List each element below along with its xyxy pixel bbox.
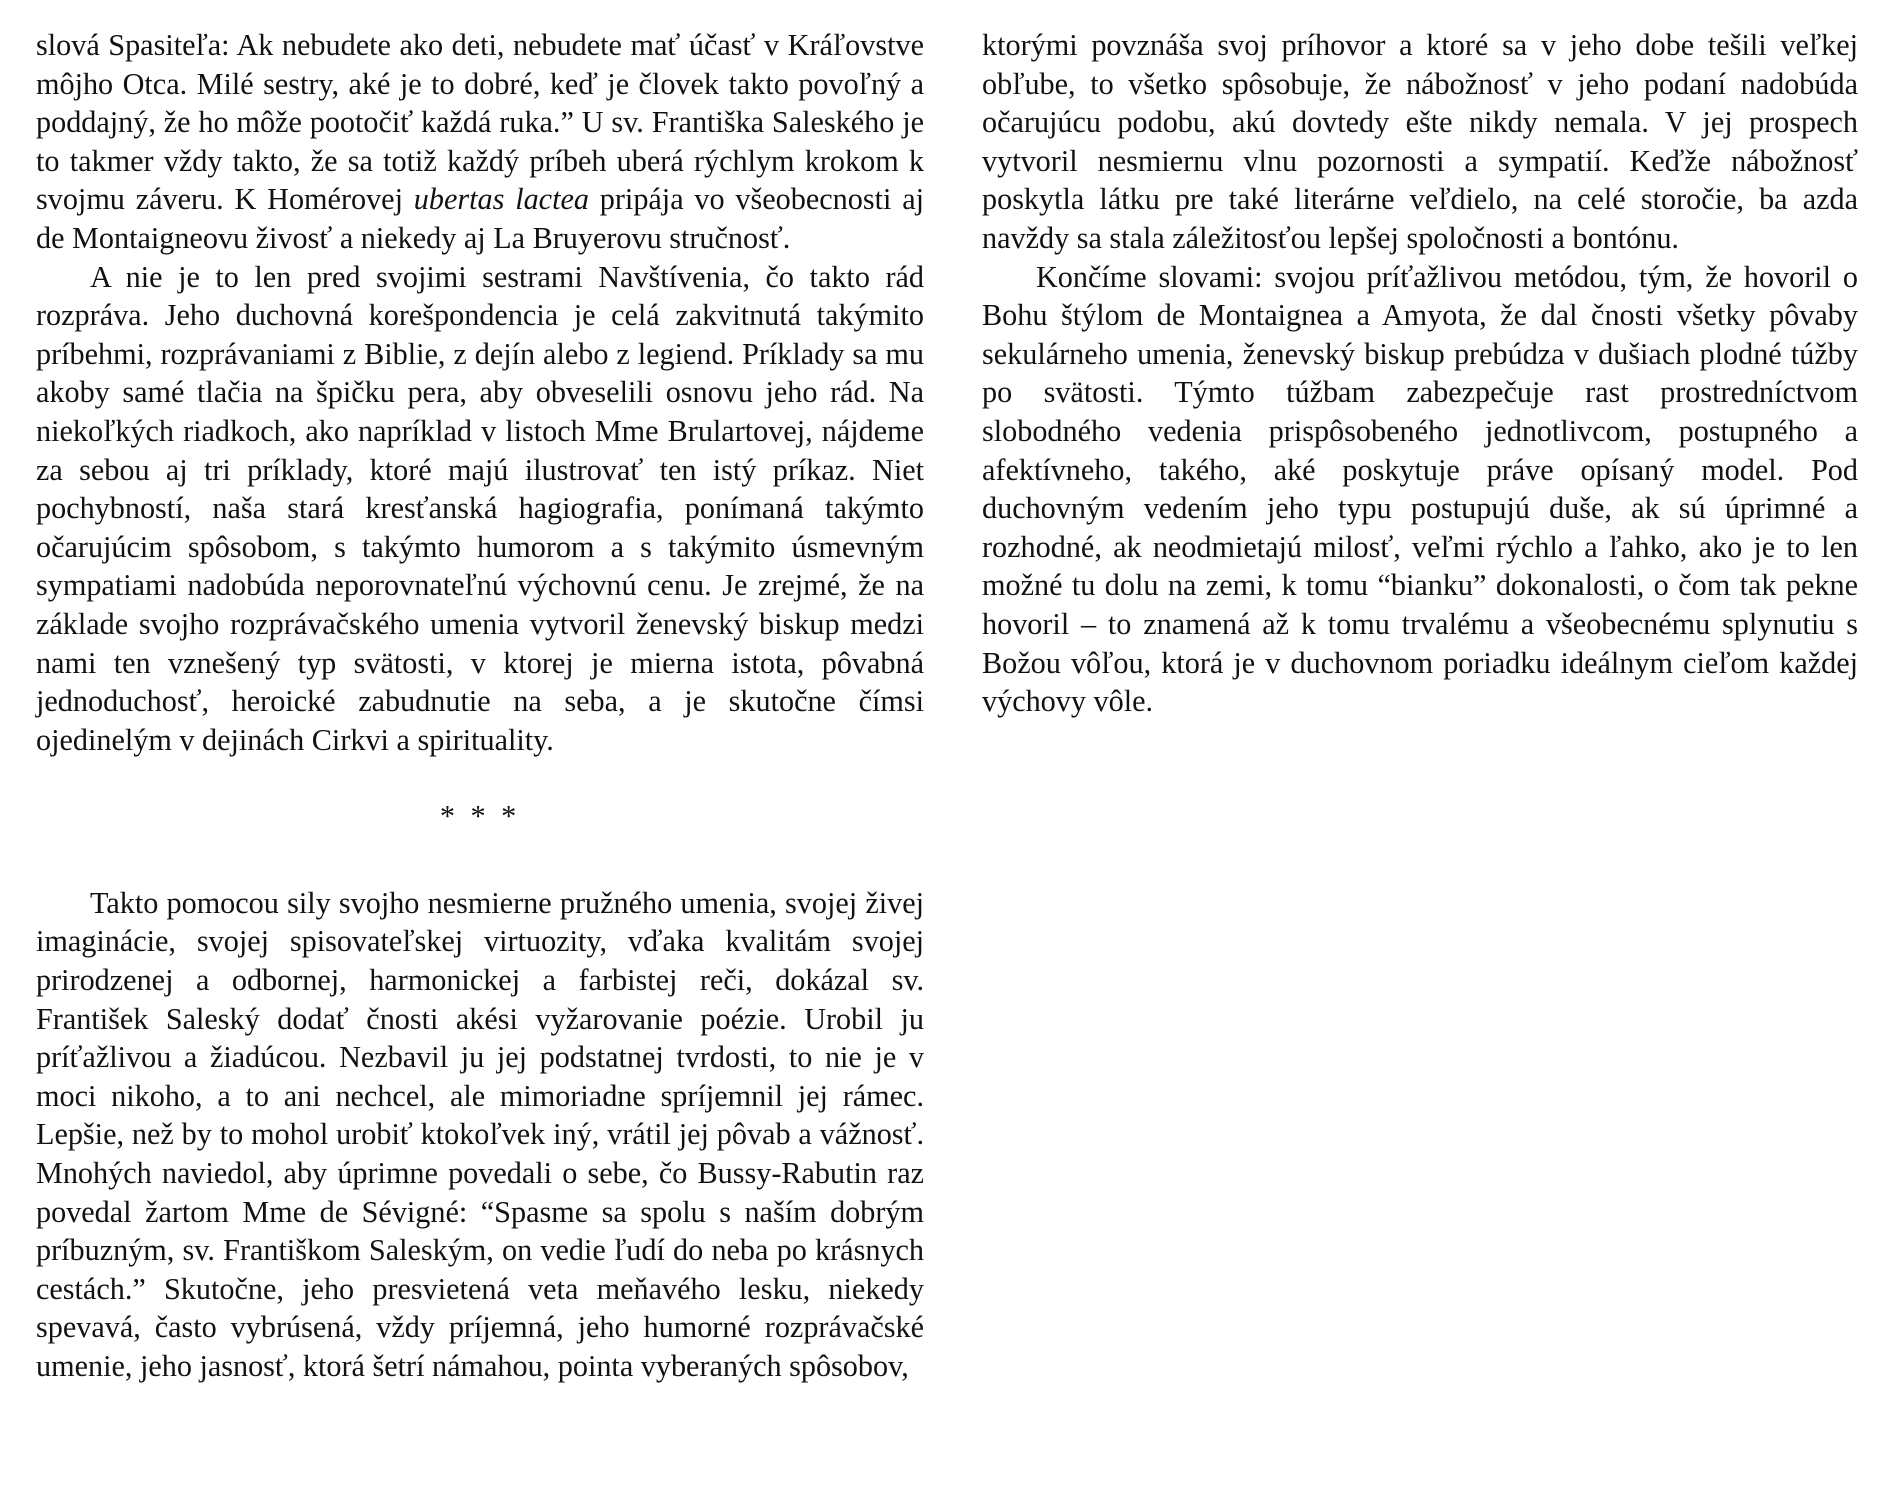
paragraph-right-1: ktorými povznáša svoj príhovor a ktoré sa v jeho dobe tešili veľkej obľube, to všetko spôsobuje, že nábožnosť v jeho podaní nadobúda očarujúcu podobu, akú dovtedy ešte nikdy nemala. V jej prospech vytvoril nesmiernu vlnu pozornosti a sympatií. Keďže nábožnosť poskytla látku pre také literárne veľdielo, na celé storočie, ba azda navždy sa stala záležitosťou lepšej spoločnosti a bontónu. (982, 28, 1858, 255)
paragraph-left-1 (36, 26, 924, 258)
paragraph-left-3: Takto pomocou sily svojho nesmierne pružného umenia, svojej živej imaginácie, svojej spisovateľskej virtuozity, vďaka kvalitám svojej prirodzenej a odbornej, harmonickej a farbistej reči, dokázal sv. František Saleský dodať čnosti akési vyžarovanie poézie. Urobil ju príťažlivou a žiadúcou. Nezbavil ju jej podstatnej tvrdosti, to nie je v moci nikoho, a to ani nechcel, ale mimoriadne spríjemnil jej rámec. Lepšie, než by to mohol urobiť ktokoľvek iný, vrátil jej pôvab a vážnosť. Mnohých naviedol, aby úprimne povedali o sebe, čo Bussy-Rabutin raz povedal žartom Mme de Sévigné: “Spasme sa spolu s naším dobrým príbuzným, sv. Františkom Saleským, on vedie ľudí do neba po krásnych cestách.” Skutočne, jeho presvietená veta meňavého lesku, niekedy spevavá, často vybrúsená, vždy príjemná, jeho humorné rozprávačské umenie, jeho jasnosť, ktorá šetrí námahou, pointa vyberaných spôsobov, (36, 885, 924, 1383)
left-column (36, 26, 924, 1386)
paragraph-left-1-text-a: slová Spasiteľa: Ak nebudete ako deti, nebudete mať účasť v Kráľovstve môjho Otca. Milé sestry, aké je to dobré, keď je človek takto povoľný a poddajný, že ho môže pootočiť každá ruka.” U sv. Františka Saleského je to takmer vždy takto, že sa totiž každý príbeh uberá rýchlym krokom k svojmu záveru. K Homérovej (36, 28, 924, 217)
paragraph-left-2: A nie je to len pred svojimi sestrami Navštívenia, čo takto rád rozpráva. Jeho duchovná korešpondencia je celá zakvitnutá takýmito príbehmi, rozprávaniami z Biblie, z dejín alebo z legiend. Príklady sa mu akoby samé tlačia na špičku pera, aby obveselili osnovu jeho rád. Na niekoľkých riadkoch, ako napríklad v listoch Mme Brulartovej, nájdeme za sebou aj tri príklady, ktoré majú ilustrovať ten istý príkaz. Niet pochybností, naša stará kresťanská hagiografia, ponímaná takýmto očarujúcim spôsobom, s takýmto humorom a s takýmito úsmevným sympatiami nadobúda neporovnateľnú výchovnú cenu. Je zrejmé, že na základe svojho rozprávačského umenia vytvoril ženevský biskup medzi nami ten vznešený typ svätosti, v ktorej je mierna istota, pôvabná jednoduchosť, heroické zabudnutie na seba, a je skutočne čímsi ojedinelým v dejinách Cirkvi a spirituality. (36, 259, 924, 757)
paragraph-right-2: Končíme slovami: svojou príťažlivou metódou, tým, že hovoril o Bohu štýlom de Montaignea a Amyota, že dal čnosti všetky pôvaby sekulárneho umenia, ženevský biskup prebúdza v dušiach plodné túžby po svätosti. Týmto túžbam zabezpečuje rast prostredníctvom slobodného vedenia prispôsobeného jednotlivcom, postupného a afektívneho, takého, aké poskytuje práve opísaný model. Pod duchovným vedením jeho typu postupujú duše, ak sú úprimné a rozhodné, ak neodmietajú milosť, veľmi rýchlo a ľahko, ako je to len možné tu dolu na zemi, k tomu “bianku” dokonalosti, o čom tak pekne hovoril – to znamená až k tomu trvalému a všeobecnému splynutiu s Božou vôľou, ktorá je v duchovnom poriadku ideálnym cieľom každej výchovy vôle. (982, 259, 1858, 719)
paragraph-left-1-text-b: pripája vo všeobecnosti aj de Montaigneovu živosť a niekedy aj La Bruyerovu stručnosť. (36, 182, 924, 255)
italic-phrase: ubertas lactea (413, 182, 589, 217)
right-column (982, 26, 1858, 721)
section-separator: * * * (439, 799, 521, 834)
